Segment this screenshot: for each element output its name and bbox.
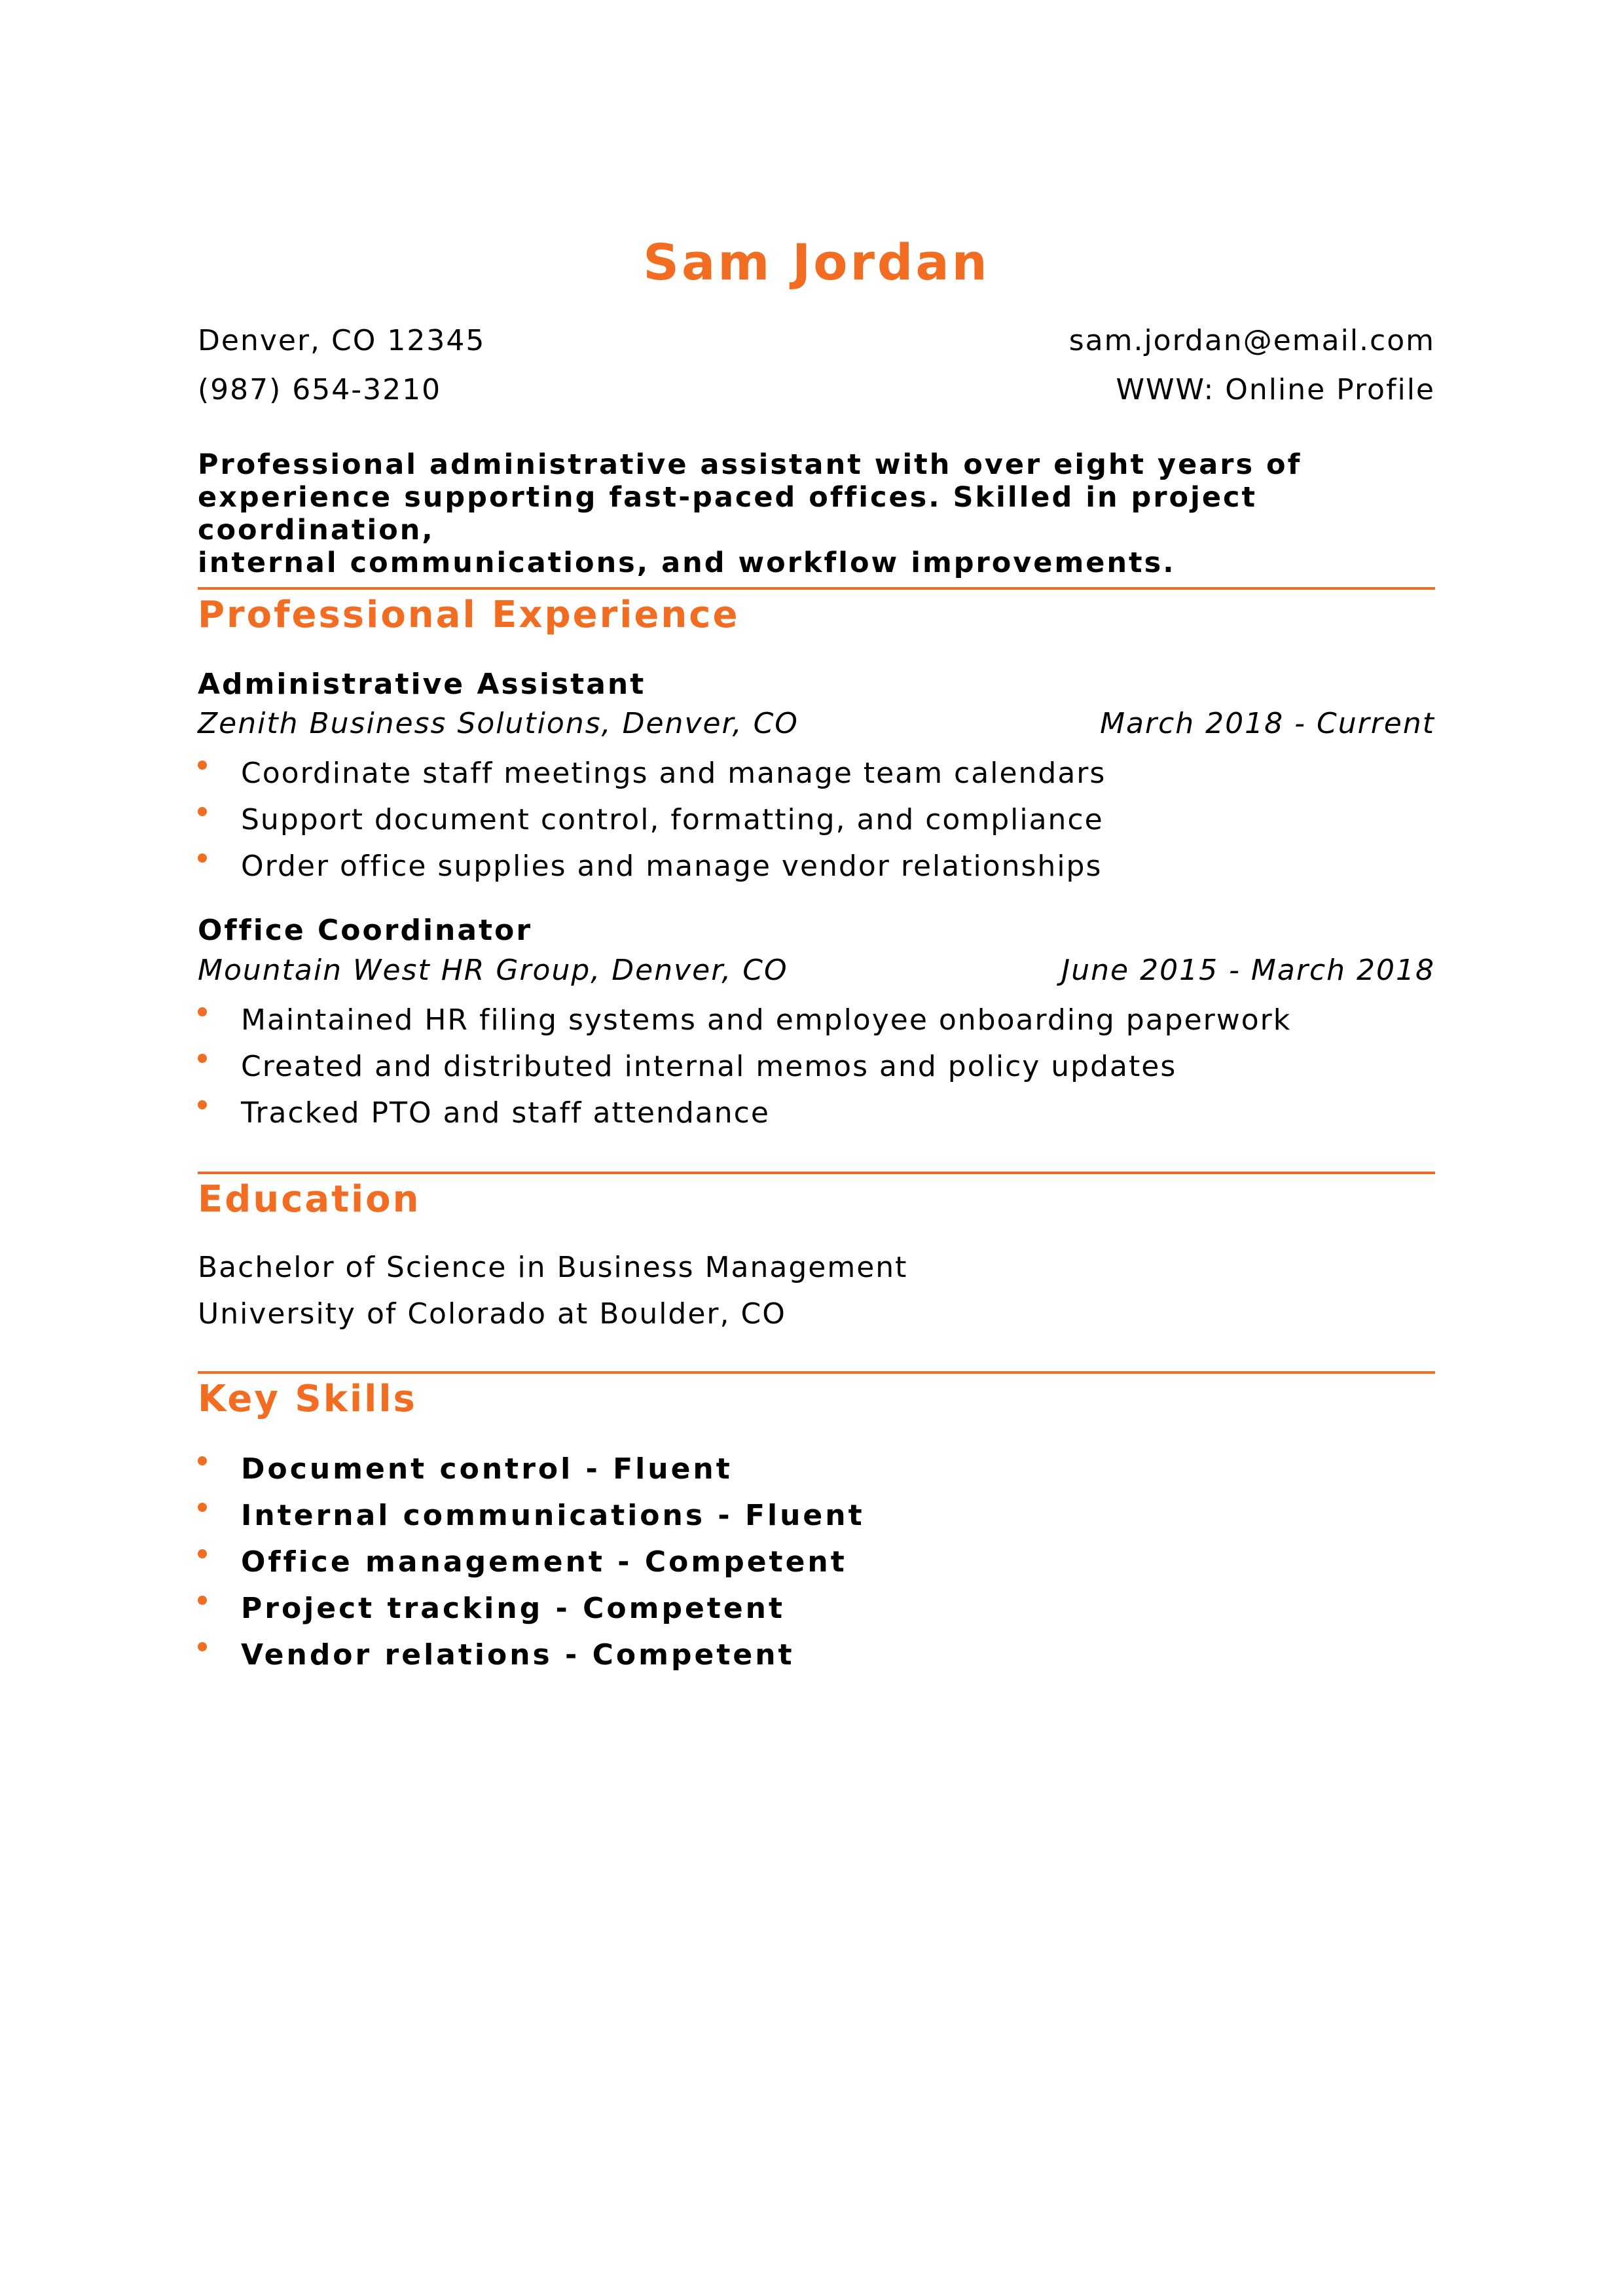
candidate-name: Sam Jordan (643, 233, 990, 291)
job-dates: June 2015 - March 2018 (1061, 954, 1435, 987)
summary-line: internal communications, and workflow improvements. (198, 547, 1176, 579)
education-degree: Bachelor of Science in Business Management (198, 1251, 908, 1284)
job-company-dates (198, 954, 1435, 987)
skills-heading: Key Skills (198, 1378, 417, 1420)
job-company-dates (198, 707, 1435, 740)
bullet-text: Tracked PTO and staff attendance (241, 1096, 770, 1130)
education-school: University of Colorado at Boulder, CO (198, 1297, 786, 1331)
job-company: Mountain West HR Group, Denver, CO (198, 954, 788, 987)
section-divider (198, 1172, 1435, 1174)
bullet-icon (198, 1549, 207, 1558)
education-heading: Education (198, 1178, 421, 1221)
list-item (198, 848, 1106, 895)
list-item (198, 1002, 1291, 1049)
email[interactable]: sam.jordan@email.com (1068, 324, 1435, 357)
skills-list (198, 1451, 865, 1683)
section-divider (198, 1371, 1435, 1374)
list-item (198, 1637, 865, 1683)
bullet-text: Order office supplies and manage vendor relationships (241, 850, 1103, 883)
bullet-icon (198, 1596, 207, 1605)
skill-text: Vendor relations - Competent (241, 1638, 795, 1672)
bullet-text: Created and distributed internal memos and policy updates (241, 1050, 1177, 1083)
bullet-icon (198, 1100, 207, 1109)
list-item (198, 1498, 865, 1544)
professional-summary (198, 448, 1435, 579)
experience-heading: Professional Experience (198, 594, 740, 636)
skill-text: Document control - Fluent (241, 1452, 733, 1486)
list-item (198, 1590, 865, 1637)
location: Denver, CO 12345 (198, 324, 486, 357)
skill-text: Project tracking - Competent (241, 1592, 786, 1625)
bullet-icon (198, 1503, 207, 1512)
job-bullets (198, 1002, 1291, 1141)
job-dates: March 2018 - Current (1100, 707, 1435, 740)
contact-row-2 (198, 373, 1435, 406)
bullet-icon (198, 1054, 207, 1063)
section-divider (198, 587, 1435, 590)
bullet-icon (198, 761, 207, 770)
job-title: Office Coordinator (198, 914, 533, 947)
job-bullets (198, 755, 1106, 895)
bullet-icon (198, 807, 207, 816)
list-item (198, 1095, 1291, 1141)
bullet-text: Coordinate staff meetings and manage team calendars (241, 757, 1106, 790)
bullet-icon (198, 1642, 207, 1651)
phone: (987) 654-3210 (198, 373, 442, 406)
bullet-text: Maintained HR filing systems and employee onboarding paperwork (241, 1003, 1292, 1037)
skill-text: Office management - Competent (241, 1545, 847, 1579)
website-link[interactable]: WWW: Online Profile (1116, 373, 1435, 406)
bullet-icon (198, 1007, 207, 1016)
list-item (198, 802, 1106, 848)
job-title: Administrative Assistant (198, 668, 646, 701)
contact-row-1 (198, 324, 1435, 357)
summary-line: experience supporting fast-paced offices. Skilled in project coordination, (198, 481, 1258, 547)
bullet-icon (198, 853, 207, 863)
list-item (198, 755, 1106, 802)
summary-line: Professional administrative assistant with over eight years of (198, 448, 1302, 481)
job-company: Zenith Business Solutions, Denver, CO (198, 707, 799, 740)
bullet-text: Support document control, formatting, and compliance (241, 803, 1104, 836)
list-item (198, 1544, 865, 1590)
skill-text: Internal communications - Fluent (241, 1499, 865, 1532)
bullet-icon (198, 1456, 207, 1465)
list-item (198, 1049, 1291, 1095)
list-item (198, 1451, 865, 1498)
